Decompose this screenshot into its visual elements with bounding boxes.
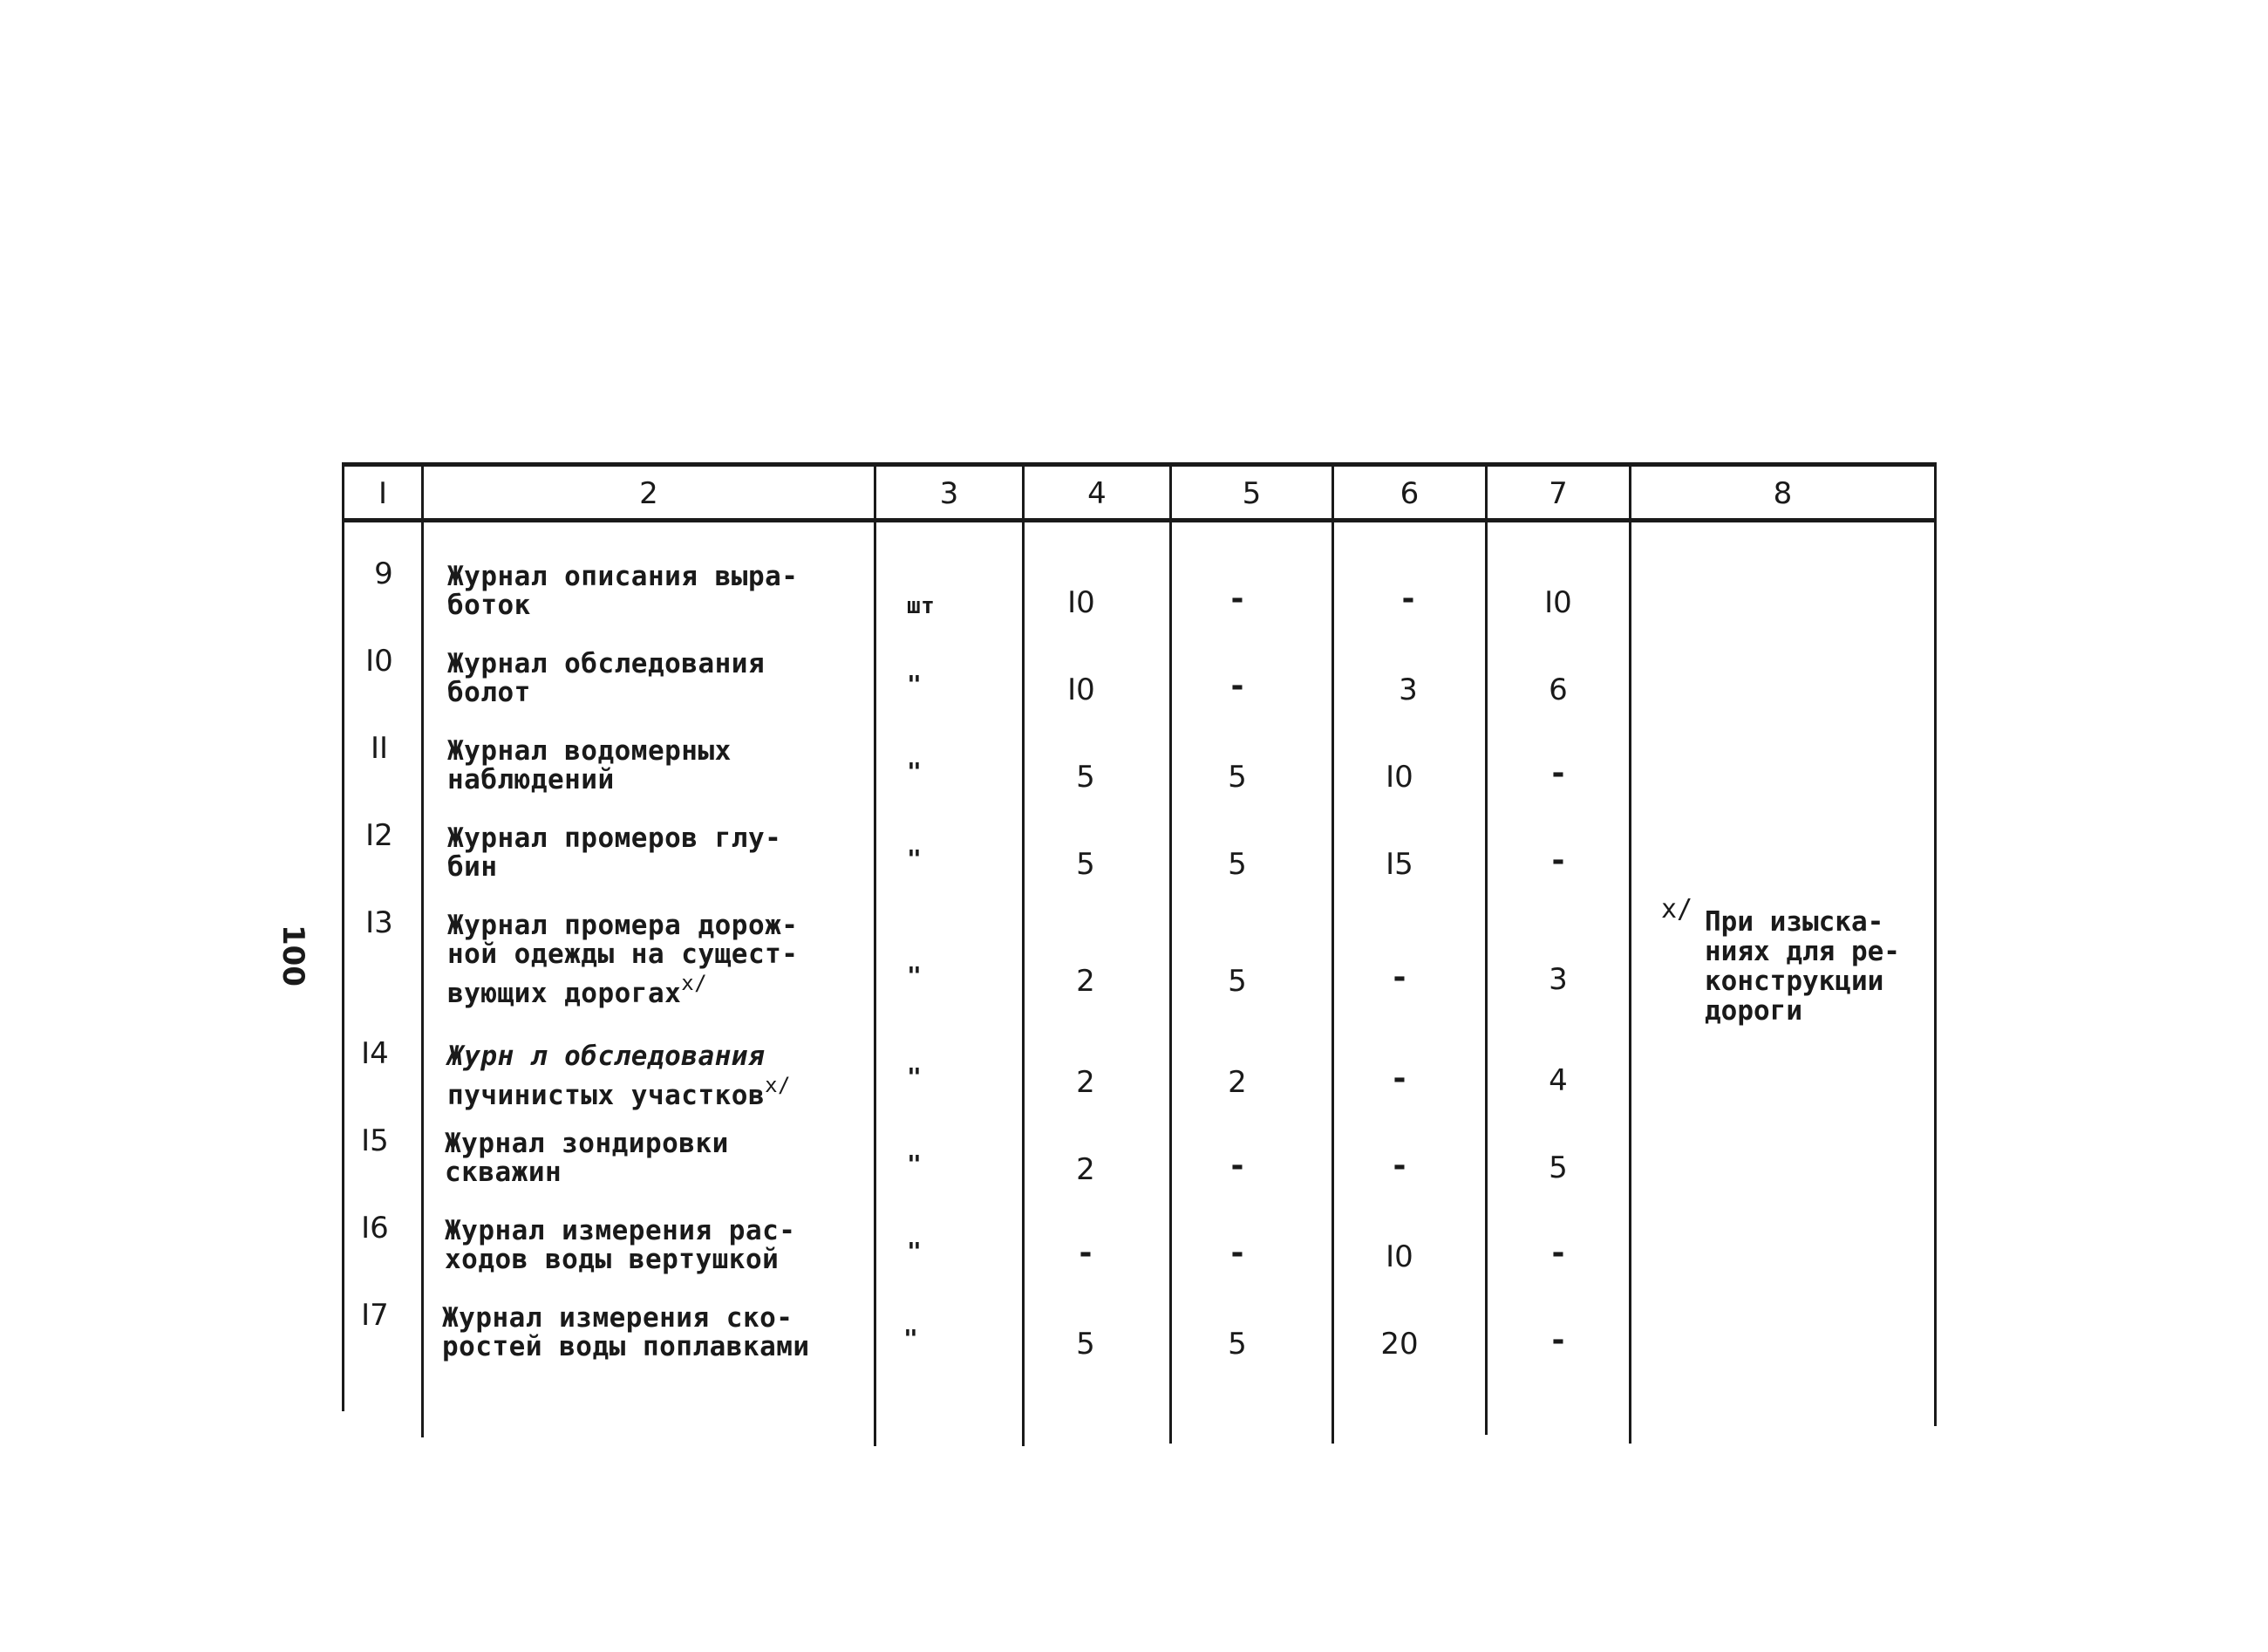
unit-ditto: ": [907, 1062, 922, 1091]
row-number: I2: [365, 818, 393, 853]
unit-ditto: ": [903, 1324, 918, 1353]
col5-value: -: [1230, 668, 1244, 704]
col6-value: 3: [1399, 672, 1418, 707]
unit-ditto: ": [907, 844, 922, 873]
header-col-4: 4: [1087, 476, 1107, 511]
col5-value: 5: [1228, 847, 1247, 882]
col-divider-left: [342, 462, 344, 1411]
header-col-7: 7: [1549, 476, 1568, 511]
col5-value: 2: [1228, 1065, 1247, 1100]
col4-value: I0: [1067, 585, 1095, 620]
unit-ditto: ": [907, 757, 922, 786]
footnote-mark: x/: [681, 971, 708, 995]
item-name: Журнал измерения ско- ростей воды поплавками: [442, 1302, 810, 1362]
col4-value: 2: [1076, 1152, 1095, 1187]
row-number: I3: [365, 905, 393, 940]
col6-value: -: [1401, 581, 1415, 617]
col6-value: -: [1393, 1148, 1406, 1184]
col4-value: 2: [1076, 1065, 1095, 1100]
footnote-mark: x/: [765, 1073, 792, 1097]
unit-ditto: ": [907, 1237, 922, 1266]
col7-value: 3: [1549, 962, 1568, 997]
item-name: Журнал описания выра- боток: [447, 561, 799, 621]
unit-ditto: ": [907, 1150, 922, 1178]
col7-value: 4: [1549, 1063, 1568, 1098]
item-name: Журнал промеров глу- бин: [447, 823, 782, 883]
header-col-6: 6: [1400, 476, 1420, 511]
col5-value: -: [1230, 1148, 1244, 1184]
header-rule: [343, 518, 1937, 522]
row-number: I0: [365, 644, 393, 679]
row-number: II: [370, 731, 389, 766]
col7-value: -: [1551, 1322, 1565, 1358]
col7-value: 6: [1549, 672, 1568, 707]
row-number: I5: [361, 1123, 389, 1158]
row-number: I4: [361, 1036, 389, 1071]
col6-value: -: [1393, 1061, 1406, 1096]
col-divider-right: [1934, 462, 1937, 1426]
footnote-mark: x/: [1661, 894, 1693, 925]
header-col-3: 3: [939, 476, 959, 511]
col5-value: -: [1230, 1235, 1244, 1271]
header-col-8: 8: [1773, 476, 1793, 511]
header-col-2: 2: [639, 476, 658, 511]
item-name: Журнал промера дорож- ной одежды на сущест- вующих дорогах$^{x/}$: [447, 910, 799, 1009]
header-col-5: 5: [1242, 476, 1262, 511]
col6-value: I0: [1386, 760, 1413, 795]
page-number: 100: [276, 925, 310, 986]
col6-value: -: [1393, 959, 1406, 995]
col4-value: -: [1079, 1235, 1093, 1271]
col5-value: 5: [1228, 1327, 1247, 1362]
row-number: 9: [374, 556, 393, 591]
col-divider-1-2: [421, 462, 424, 1437]
col6-value: 20: [1380, 1327, 1419, 1362]
unit-ditto: ": [907, 961, 922, 990]
col7-value: -: [1551, 843, 1565, 878]
col7-value: I0: [1544, 585, 1572, 620]
col7-value: 5: [1549, 1150, 1568, 1185]
row-number: I7: [361, 1298, 389, 1333]
col5-value: 5: [1228, 760, 1247, 795]
col6-value: I0: [1386, 1239, 1413, 1274]
item-name: Журнал зондировки скважин: [445, 1128, 729, 1188]
item-name: Журнал измерения рас- ходов воды вертушкой: [445, 1215, 796, 1275]
unit: шт: [907, 593, 936, 619]
item-name: Журнал водомерных наблюдений: [447, 735, 732, 795]
top-rule: [343, 462, 1937, 467]
unit-ditto: ": [907, 670, 922, 699]
col4-value: I0: [1067, 672, 1095, 707]
item-name: Журнал обследования болот: [447, 648, 766, 708]
col7-value: -: [1551, 1235, 1565, 1271]
item-name: Журн л обследования пучинистых участков$^{x/}$: [447, 1041, 792, 1111]
footnote-note: x/ При изыска- ниях для ре- конструкции дороги: [1661, 894, 1900, 1027]
col4-value: 5: [1076, 1327, 1095, 1362]
col7-value: -: [1551, 755, 1565, 791]
header-col-1: I: [378, 476, 388, 511]
col6-value: I5: [1386, 847, 1413, 882]
row-number: I6: [361, 1211, 389, 1246]
col-divider-2-3: [874, 462, 876, 1446]
col4-value: 5: [1076, 847, 1095, 882]
col4-value: 2: [1076, 964, 1095, 999]
col5-value: -: [1230, 581, 1244, 617]
col-divider-7-8: [1629, 462, 1631, 1444]
col4-value: 5: [1076, 760, 1095, 795]
col5-value: 5: [1228, 964, 1247, 999]
